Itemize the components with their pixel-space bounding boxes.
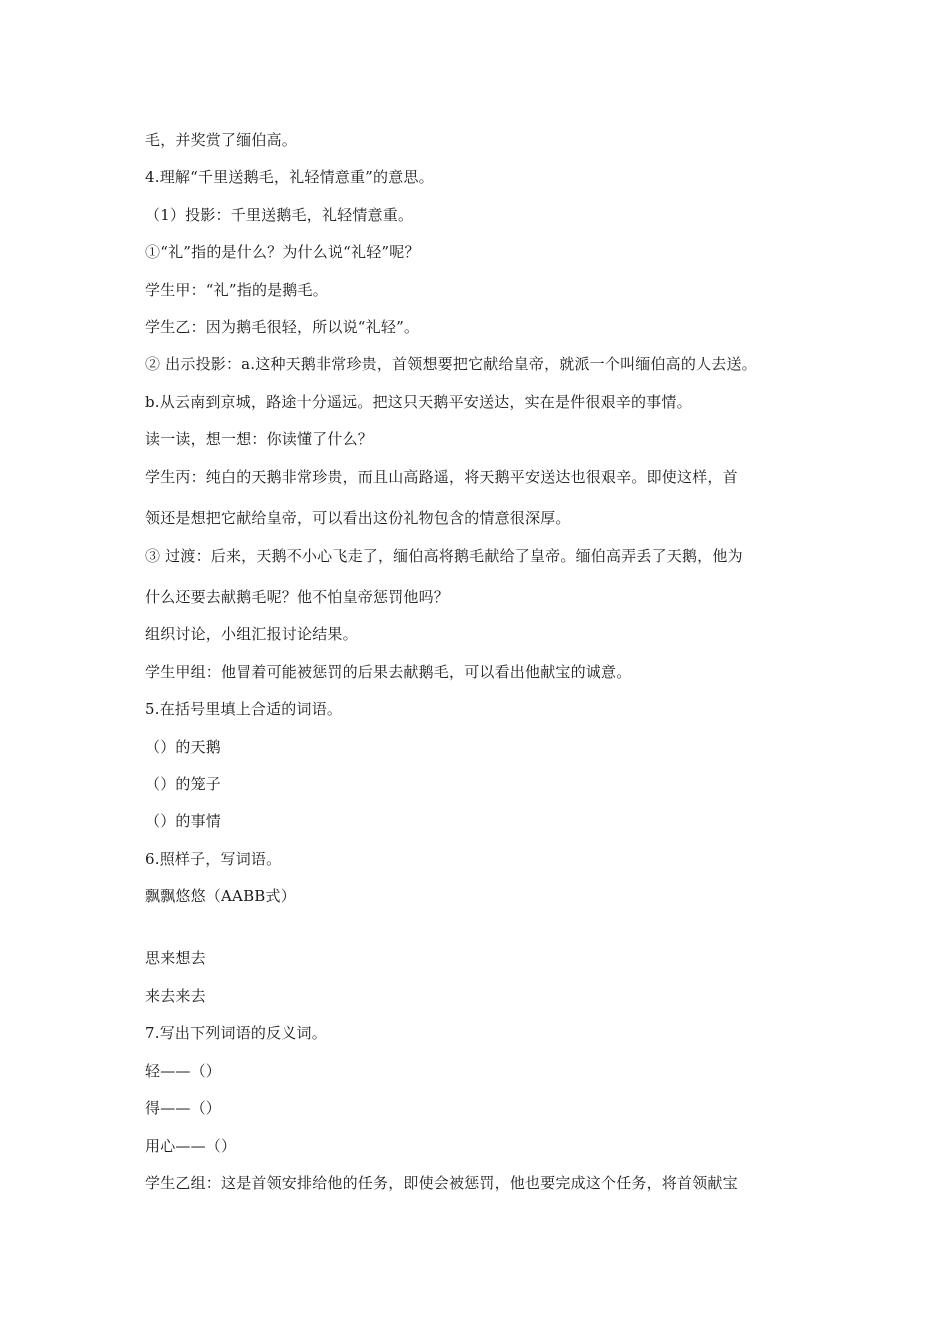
text-line: 飘飘悠悠（AABB式） xyxy=(145,887,296,905)
text-line: 7.写出下列词语的反义词。 xyxy=(145,1024,327,1042)
text-line: 毛，并奖赏了缅伯高。 xyxy=(145,131,298,149)
text-line: ② 出示投影：a.这种天鹅非常珍贵，首领想要把它献给皇帝，就派一个叫缅伯高的人去送。 xyxy=(145,355,757,373)
text-line: 来去来去 xyxy=(145,987,206,1005)
text-line: b.从云南到京城，路途十分遥远。把这只天鹅平安送达，实在是件很艰辛的事情。 xyxy=(145,393,692,411)
text-line: 学生甲：“礼”指的是鹅毛。 xyxy=(145,281,328,299)
text-line: ①“礼”指的是什么？为什么说“礼轻”呢？ xyxy=(145,243,420,261)
text-line: 思来想去 xyxy=(145,949,206,967)
text-line: （）的天鹅 xyxy=(145,738,222,756)
text-line: 得——（） xyxy=(145,1099,222,1117)
text-line: （）的笼子 xyxy=(145,775,222,793)
text-line: 6.照样子，写词语。 xyxy=(145,850,282,868)
text-line: 学生乙组：这是首领安排给他的任务，即使会被惩罚，他也要完成这个任务，将首领献宝 xyxy=(145,1174,738,1192)
text-line: 读一读，想一想：你读懂了什么？ xyxy=(145,430,374,448)
text-line: 什么还要去献鹅毛呢？他不怕皇帝惩罚他吗？ xyxy=(145,588,450,606)
text-line: （）的事情 xyxy=(145,812,222,830)
text-line: 学生乙：因为鹅毛很轻，所以说“礼轻”。 xyxy=(145,318,420,336)
text-line: 轻——（） xyxy=(145,1062,222,1080)
text-line: 用心——（） xyxy=(145,1137,237,1155)
text-line: 领还是想把它献给皇帝，可以看出这份礼物包含的情意很深厚。 xyxy=(145,509,571,527)
text-line: 4.理解“千里送鹅毛，礼轻情意重”的意思。 xyxy=(145,168,434,186)
text-line: 5.在括号里填上合适的词语。 xyxy=(145,700,343,718)
text-line: 组织讨论，小组汇报讨论结果。 xyxy=(145,625,358,643)
text-line: ③ 过渡：后来，天鹅不小心飞走了，缅伯高将鹅毛献给了皇帝。缅伯高弄丢了天鹅，他为 xyxy=(145,547,743,565)
text-line: （1）投影：千里送鹅毛，礼轻情意重。 xyxy=(145,206,414,224)
text-line: 学生甲组：他冒着可能被惩罚的后果去献鹅毛，可以看出他献宝的诚意。 xyxy=(145,663,632,681)
text-line: 学生丙：纯白的天鹅非常珍贵，而且山高路遥，将天鹅平安送达也很艰辛。即使这样，首 xyxy=(145,468,738,486)
